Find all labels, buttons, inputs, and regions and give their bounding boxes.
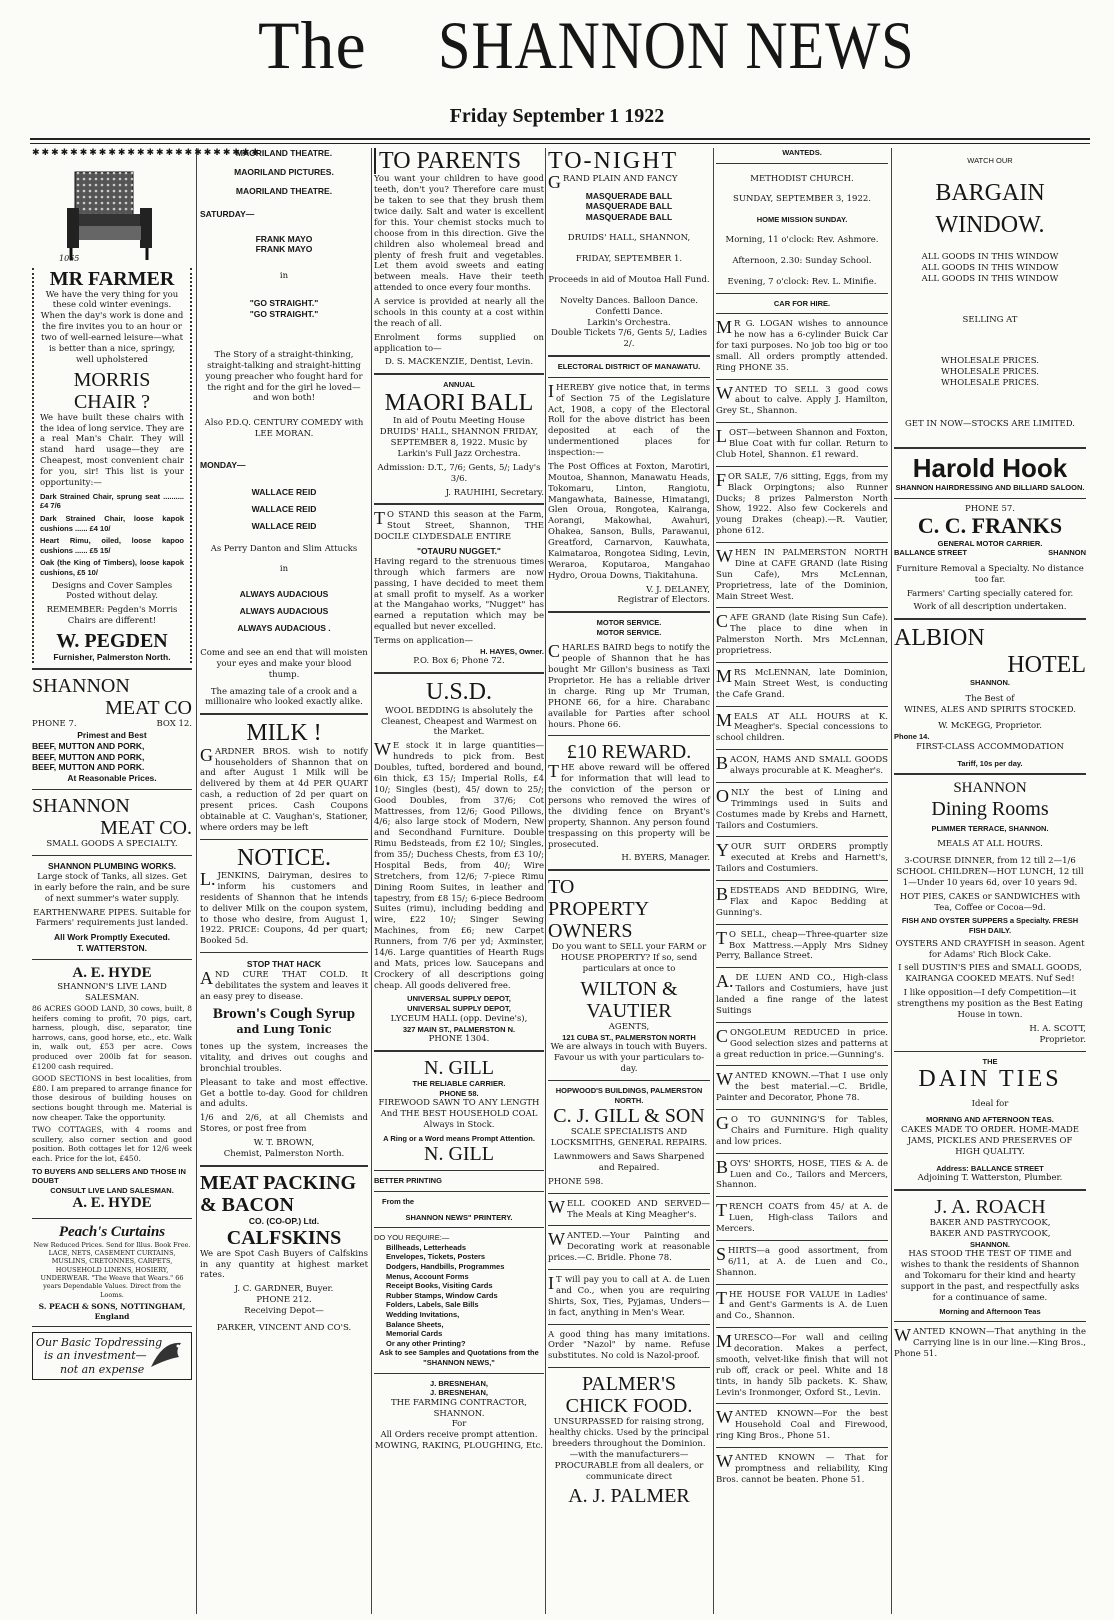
only-text: ONLY the best of Lining and Trimmings used in Suits and Costumes made by Krebs and Harnett, Tailors and Costumiers. <box>716 785 888 831</box>
chair-heading: CHAIR ? <box>73 390 151 413</box>
meat-co-line: Primest and Best <box>77 729 147 740</box>
dining-heading-2: Dining Rooms <box>931 797 1049 820</box>
electoral-list: The Post Offices at Foxton, Marotiri, Moutoa, Shannon, Manawatu Heads, Tokomaru, Linton, Rangiotu, Mangawhata, Bainesse, Himatangi, Glen Oroua, Rongotea, Kairanga, Aorangi, Makowhai, Awahuri, Ohakea, Sanson, Bulls, Parawanui, Greatford, Carnarvon, Kauwhata, Kaimataroa, Rongotea Siding, Levin, Weraroa, Koputaroa, Mangahao Hydro, Oroua Downs, Tiakitahuna. <box>548 461 710 581</box>
plumbing-heading: SHANNON PLUMBING WORKS. <box>48 861 176 872</box>
gill-carrier: THE RELIABLE CARRIER. <box>412 1079 506 1089</box>
column-rule <box>371 148 372 1614</box>
wanteds-heading: WANTEDS. <box>782 148 822 157</box>
cj-gill: C. J. GILL & SON <box>553 1105 705 1128</box>
annual-label: ANNUAL <box>443 380 475 390</box>
nazol-text: A good thing has many imitations. Order "Nazol" by name. Refuse substitutes. No cold is Nazol-proof. <box>548 1329 710 1362</box>
delaney-name: V. J. DELANEY, <box>646 584 710 595</box>
afternoon: Afternoon, 2.30: Sunday School. <box>732 255 872 266</box>
require-item: Memorial Cards <box>386 1329 443 1339</box>
ask-name: "SHANNON NEWS," <box>423 1357 495 1367</box>
masthead-the: The <box>258 7 367 83</box>
wanted-paint: WANTED.—Your Painting and Decorating work at reasonable prices.—C. Bridle. Phone 78. <box>548 1229 710 1264</box>
browns-name: W. T. BROWN, <box>253 1138 315 1149</box>
ideal-for: Ideal for <box>971 1098 1009 1109</box>
price-line: Heart Rimu, oiled, loose kapoo cushions ...... £5 15/ <box>40 536 184 555</box>
franks-sub: GENERAL MOTOR CARRIER. <box>937 538 1043 548</box>
evening: Evening, 7 o'clock: Rev. L. Minifie. <box>727 276 877 287</box>
roach-shannon: SHANNON. <box>969 1239 1010 1249</box>
hack-text: AND CURE THAT COLD. It debilitates the system and leaves it an easy prey to disease. <box>200 968 368 1002</box>
stand-text: TO STAND this season at the Farm, Stout Street, Shannon, THE DOCILE CLYDESDALE ENTIRE <box>374 508 544 543</box>
notice-heading: NOTICE. <box>237 844 331 871</box>
column-rule <box>713 148 714 1614</box>
always-audacious: ALWAYS AUDACIOUS . <box>237 623 331 633</box>
universal-depot: UNIVERSAL SUPPLY DEPOT, <box>407 994 511 1004</box>
calfskins-parker: PARKER, VINCENT AND CO'S. <box>216 1322 352 1333</box>
in-label: in <box>279 564 289 575</box>
roach-text: HAS STOOD THE TEST OF TIME and wishes to thank the residents of Shannon and Tokomaru for their kind and hearty support in the past, and respectfully asks for a continuance of same. <box>900 1249 1080 1303</box>
stand-more: Having regard to the strenuous times through which farmers are now passing, I have decided to meet them at small profit to myself. As a worker at the Mangahao works, "Nugget" has earned a reputation which may be equalled but never excelled. <box>374 556 544 633</box>
milk-text: GARDNER BROS. wish to notify householders of Shannon that on and after August 1 Milk will be delivered by them at 4d PER QUART cash, a reduction of 2d per quart on present prices. Cash Coupons obtainable at C. Vaughan's, Stationer, where orders may be left <box>200 744 368 833</box>
better-printing: BETTER PRINTING <box>374 1176 442 1186</box>
franks-removal: Furniture Removal a Specialty. No distance too far. <box>896 563 1084 585</box>
tonight-sub: GRAND PLAIN AND FANCY <box>548 172 678 193</box>
albion-heading: ALBION <box>894 625 985 652</box>
selling-at: SELLING AT <box>962 315 1018 325</box>
roach-heading: J. A. ROACH <box>934 1196 1046 1219</box>
price-line: Dark Strained Chair, sprung seat .......... £4 7/6 <box>40 491 184 511</box>
stand-terms: Terms on application— <box>374 636 473 646</box>
gill-phone: PHONE 58. <box>439 1088 479 1098</box>
column-4 <box>548 148 710 1614</box>
browns-addr: Chemist, Palmerston North. <box>223 1148 345 1159</box>
calfskins-text: We are Spot Cash Buyers of Calfskins in any quantity at highest market rates. <box>200 1248 368 1281</box>
plumbing-pipes: EARTHENWARE PIPES. Suitable for Farmers' requirements just landed. <box>33 907 191 929</box>
frank-mayo: FRANK MAYO <box>255 233 313 244</box>
masthead-rule <box>30 138 1090 140</box>
druids-hall: DRUIDS' HALL, SHANNON, <box>567 233 691 244</box>
fish: FISH AND OYSTER SUPPERS a Specialty. FRESH FISH DAILY. <box>901 916 1079 936</box>
albion-best: The Best of <box>965 693 1015 704</box>
hotel-heading: HOTEL <box>1007 651 1086 678</box>
house-text: THE HOUSE FOR VALUE in Ladies' and Gent's Garments is A. de Luen and Co., Shannon. <box>716 1287 888 1322</box>
frank-mayo: FRANK MAYO <box>255 244 313 255</box>
watch-our: WATCH OUR <box>967 156 1013 165</box>
property-text: Do you want to SELL your FARM or HOUSE PROPERTY? If so, send particulars at once to <box>551 942 707 975</box>
parents-service: A service is provided at nearly all the schools in this county at a cost within the reach of all. <box>374 297 544 329</box>
masthead-title: SHANNON NEWS <box>438 7 915 83</box>
novelty: Novelty Dances. Balloon Dance. Confetti Dance. <box>560 295 698 317</box>
require-item: Rubber Stamps, Window Cards <box>386 1290 498 1300</box>
morris-heading: MORRIS <box>73 368 151 391</box>
require-item: Dodgers, Handbills, Programmes <box>386 1261 505 1271</box>
baker: BAKER AND PASTRYCOOK, <box>929 1228 1051 1239</box>
sunday: SUNDAY, SEPTEMBER 3, 1922. <box>733 194 871 205</box>
dainties-heading: DAIN TIES <box>918 1066 1062 1093</box>
gill-ring: A Ring or a Word means Prompt Attention. <box>383 1133 535 1143</box>
designs-text: Designs and Cover Samples Posted without delay. <box>51 580 173 602</box>
deluen-text: A.DE LUEN AND CO., High-class Tailors and Costumiers, have just landed a fine range of the latest Suitings <box>716 971 888 1016</box>
bird-icon <box>147 1337 187 1373</box>
crook-text: The amazing tale of a crook and a millionaire who looked exactly alike. <box>205 686 363 708</box>
column-rule <box>196 148 197 1614</box>
meat-packing-co: CO. (CO-OP.) Ltd. <box>248 1215 320 1226</box>
franks-heading: C. C. FRANKS <box>917 513 1063 539</box>
muresco-text: MURESCO—For wall and ceiling decoration. Makes a perfect, smooth, velvet-like finish that will not rub off, crack or peel. White and 18 tints, in handy 5lb packets. K. Shaw, Levin's Ironmonger, Oxford St., Levin. <box>716 1331 888 1398</box>
bacon-text: BACON, HAMS AND SMALL GOODS always procurable at K. Meagher's. <box>716 753 888 777</box>
star-border: ✱✱✱✱✱✱✱✱✱✱✱✱✱✱✱✱✱✱✱✱✱✱✱✱ <box>32 148 261 158</box>
always-text: We are always in touch with Buyers. Favour us with your particulars to-day. <box>550 1042 708 1075</box>
phone-57: PHONE 57. <box>965 503 1015 514</box>
hyde-sections: GOOD SECTIONS in best localities, from £80. I am prepared to arrange finance for those desirous of building houses on sections bought through me. Material is now cheaper. Take the opportunity. <box>32 1074 192 1122</box>
car-hire-heading: CAR FOR HIRE. <box>773 298 831 308</box>
theatre-line: MAORILAND THEATRE. <box>235 148 333 158</box>
comedy-text: Also P.D.Q. CENTURY COMEDY with LEE MORAN. <box>204 418 364 440</box>
topdressing-advert <box>32 1332 192 1380</box>
column-5 <box>716 148 888 1614</box>
tariff: Tariff, 10s per day. <box>957 758 1023 768</box>
bargain-heading: BARGAIN <box>935 179 1045 206</box>
meat-co-2-heading-a: SHANNON <box>32 795 130 818</box>
cj-gill-text: SCALE SPECIALISTS AND LOCKSMITHS, GENERAL REPAIRS. <box>550 1127 708 1149</box>
require-item: Folders, Labels, Sale Bills <box>386 1300 479 1310</box>
hyde-consult: CONSULT LIVE LAND SALESMAN. <box>50 1185 174 1195</box>
meat-co-line: BEEF, MUTTON AND PORK, <box>32 740 145 751</box>
palmers-heading: PALMER'S <box>581 1373 676 1396</box>
usd-head-text: WOOL BEDDING is absolutely the Cleanest, Cheapest and Warmest on the Market. <box>380 705 537 738</box>
cj-phone: PHONE 598. <box>548 1176 604 1187</box>
parents-text: You want your children to have good teeth, don't you? Therefore care must be taken to see that they brush them twice daily. Salt and water is excellent for this. Your chemist stocks much to choose from in this direction. Give the children also wholemeal bread and plenty of fresh fruit and vegetables. Let them avoid sweets and eating between meals. Have their teeth attended to once every four months. <box>374 174 544 294</box>
calfskins-buyer: J. C. GARDNER, Buyer. <box>234 1284 334 1295</box>
maori-ball-text: In aid of Poutu Meeting House DRUIDS' HALL, SHANNON FRIDAY, SEPTEMBER 8, 1922. Music by Larkin's Full Jazz Orchestra. <box>379 416 539 459</box>
hyde-sub: SHANNON'S LIVE LAND SALESMAN. <box>57 982 167 1004</box>
peach-title: Peach's Curtains <box>58 1223 166 1240</box>
require-heading: DO YOU REQUIRE:— <box>374 1233 450 1243</box>
dateline: Friday September 1 1922 <box>449 105 665 127</box>
chick-food-text: UNSURPASSED for raising strong, healthy chicks. Used by the principal breeders throughout the Dominion. —with the manufacturers— PROCURABLE from all dealers, or communicate direct <box>549 1417 709 1482</box>
wholesale: WHOLESALE PRICES. <box>941 355 1039 366</box>
bresnehan: J. BRESNEHAN, <box>430 1378 488 1388</box>
franks-carting: Farmers' Carting specially catered for. <box>906 588 1074 599</box>
trench-text: TRENCH COATS from 45/ at A. de Luen, High-class Tailors and Mercers. <box>716 1200 888 1235</box>
mrs-text: MRS McLENNAN, late Dominion, Main Street West, is conducting the Cafe Grand. <box>716 665 888 700</box>
masthead-rule-thin <box>30 143 1090 144</box>
cuba-street: 121 CUBA ST., PALMERSTON NORTH <box>562 1032 696 1042</box>
peach-text: New Reduced Prices. Send for Illus. Book Free. LACE, NETS, CASEMENT CURTAINS, MUSLINS, CRETONNES, CARPETS, HOUSEHOLD LINENS, HOSIERY, UNDERWEAR. "The Weave that Wears." 66 years Dependable Values. Direct from the Looms. <box>33 1240 191 1299</box>
usd-text: WE stock it in large quantities—hundreds to pick from. Best Doubles, tufted, bordered and bound, 6in thick, £3 15/; Imperial Rolls, £4 10/; Singles (best), 45/ down to 25/; Good Doubles, from 37/6; Cot Mattresses, from 12/6; Good Pillows, 4/6; also large stock of Modern, New and Secondhand Furniture. Double Rimu Bedsteads, from £2 10/; Singles, from 35/; Duchess Chests, from £3 10/; Hospital Beds, from 40/; Wire Stretchers, from 12/6; 7-piece Rimu Dining Room Suites, in leather and tapestry, from £8 15/; 6-piece Bedroom Suites (rimu), including bedding and wire, £22 10/; Singer Sewing Machines, from £6; new Carpet Runners, from 7/6 per yd; Axminster, 14/6. Large quantities of Hearth Rugs and Mats, prices low. Saucepans and Crockery of all descriptions going cheap. All goods delivered free. <box>374 739 544 991</box>
oysters: OYSTERS AND CRAYFISH in season. Agent for Adams' Rich Block Cake. <box>895 938 1085 960</box>
lyceum-hall: LYCEUM HALL (opp. Devine's), <box>390 1013 528 1024</box>
maori-ball-heading: MAORI BALL <box>384 389 534 416</box>
browns-heading-2: and Lung Tonic <box>236 1022 332 1036</box>
meat-co-line: BEEF, MUTTON AND PORK, <box>32 751 145 762</box>
scott-name: H. A. SCOTT, <box>1029 1023 1086 1034</box>
bresnehan-orders: All Orders receive prompt attention. MOWING, RAKING, PLOUGHING, Etc. <box>374 1430 544 1452</box>
theatre-line: MAORILAND PICTURES. <box>234 166 334 177</box>
column-6 <box>894 148 1086 1614</box>
story-text: The Story of a straight-thinking, straight-talking and straight-hitting young preacher who fought hard for the right and for the girl he loved—and won both! <box>205 349 363 404</box>
larkin: Larkin's Orchestra. <box>587 317 671 328</box>
universal-depot: UNIVERSAL SUPPLY DEPOT, <box>407 1004 511 1014</box>
mr-farmer-heading: MR FARMER <box>49 267 175 290</box>
meals-text: WELL COOKED AND SERVED—The Meals at King Meagher's. <box>548 1196 710 1220</box>
require-item: Billheads, Letterheads <box>386 1242 467 1252</box>
meat-co-line: At Reasonable Prices. <box>67 773 157 784</box>
congoleum-text: CONGOLEUM REDUCED in price. Good selection sizes and patterns at a great reduction in price.—Gunning's. <box>716 1025 888 1060</box>
baird-text: CHARLES BAIRD begs to notify the people of Shannon that he has bought Mr Gillon's business as Taxi Proprietor. He has a reliable driver in charge. Ring up Mr Truman, PHONE 66, for a hire. Charabanc available for Parties after school hours. Phone 66. <box>548 641 710 730</box>
calfskins-depot: Receiving Depot— <box>244 1306 324 1317</box>
meat-co-line: BEEF, MUTTON AND PORK. <box>32 762 145 773</box>
maori-ball-secretary: J. RAUHIHI, Secretary. <box>445 487 544 498</box>
competition: I like opposition—I defy Competition—it strengthens my position as the Best Eating House in town. <box>897 988 1083 1020</box>
meat-co-phone: PHONE 7. <box>32 718 77 729</box>
hack-heading: STOP THAT HACK <box>246 959 322 970</box>
masthead <box>0 0 1114 100</box>
browns-take: Pleasant to take and most effective. Get a bottle to-day. Good for children and adults. <box>200 1077 368 1110</box>
require-item: Envelopes, Tickets, Posters <box>386 1252 486 1262</box>
maori-ball-admission: Admission: D.T., 7/6; Gents, 5/; Lady's 3/6. <box>377 462 541 484</box>
albion-wines: WINES, ALES AND SPIRITS STOCKED. <box>904 704 1076 715</box>
roach-teas: Morning and Afternoon Teas <box>939 1306 1041 1316</box>
otauru-nugget: "OTAURU NUGGET." <box>417 546 501 556</box>
reward-heading: £10 REWARD. <box>566 741 692 764</box>
wholesale: WHOLESALE PRICES. <box>941 377 1039 388</box>
byers-name: H. BYERS, Manager. <box>621 853 710 864</box>
meat-packing-heading: MEAT PACKING & BACON <box>200 1171 357 1216</box>
carrying-text: WANTED KNOWN—That anything in the Carrying line is in our line.—King Bros., Phone 51. <box>894 1325 1086 1360</box>
masquerade: MASQUERADE BALL <box>585 190 673 201</box>
lost-text: LOST—between Shannon and Foxton, Blue Coat with fur collar. Return to Club Hotel, Shannon. £1 reward. <box>716 426 888 460</box>
cows-text: WANTED TO SELL 3 good cows about to calve. Apply J. Hamilton, Grey St., Shannon. <box>716 382 888 417</box>
first-class: FIRST-CLASS ACCOMMODATION <box>916 741 1064 752</box>
usd-heading: U.S.D. <box>425 679 492 706</box>
wallace-reid: WALLACE REID <box>251 503 317 514</box>
parents-forms: Enrolment forms supplied on application to— <box>374 332 544 354</box>
hot-pies: HOT PIES, CAKES or SANDWICHES with Tea, Coffee or Cocoa—9d. <box>899 891 1081 913</box>
chick-food-heading: CHICK FOOD. <box>565 1395 693 1418</box>
firewood-text: WANTED KNOWN—For the best Household Coal and Firewood, ring King Bros., Phone 51. <box>716 1407 888 1442</box>
plimmer: PLIMMER TERRACE, SHANNON. <box>931 823 1049 833</box>
meat-co-2-sub: SMALL GOODS A SPECIALTY. <box>46 839 178 850</box>
methodist: METHODIST CHURCH. <box>750 173 854 184</box>
harold-sub: SHANNON HAIRDRESSING AND BILLIARD SALOON. <box>895 482 1085 492</box>
remember-text: REMEMBER: Pegden's Morris Chairs are different! <box>46 605 178 627</box>
hyde-acres: 86 ACRES GOOD LAND, 30 cows, built, 8 heifers coming to profit, 70 pigs, cart, harness, plough, disc, separator, tine harrows, cans, good horse, etc., etc. Walk in, walk out, £53 per acre. Cows produced over 200lb fat for season. £1200 cash required. <box>32 1004 192 1071</box>
hyde-cottages: TWO COTTAGES, with 4 rooms and scullery, also corner section and good position. Both cottages let for 12/6 week each. Price for the lot, £450. <box>32 1125 192 1163</box>
cafe-text: CAFE GRAND (late Rising Sun Cafe). The place to dine when in Palmerston North. Mrs McLennan, proprietress. <box>716 611 888 657</box>
plumbing-executed: All Work Promptly Executed. <box>53 932 171 943</box>
require-item: Or any other Printing? <box>386 1338 466 1348</box>
all-goods: ALL GOODS IN THIS WINDOW <box>921 274 1059 285</box>
double-tickets: Double Tickets 7/6, Gents 5/, Ladies 2/. <box>551 328 707 350</box>
hyde-buyers: TO BUYERS AND SELLERS AND THOSE IN DOUBT <box>32 1166 186 1186</box>
wanted-known-text: WANTED KNOWN.—That I use only the best material.—C. Bridle, Painter and Decorator, Phone 78. <box>716 1069 888 1104</box>
plumbing-name: T. WATTERSTON. <box>76 943 148 954</box>
topdressing-line-2: is an investment— <box>44 1349 147 1363</box>
cakes: CAKES MADE TO ORDER. HOME-MADE JAMS, PICKLES AND PRESERVES OF HIGH QUALITY. <box>901 1124 1079 1157</box>
all-goods: ALL GOODS IN THIS WINDOW <box>921 252 1059 263</box>
motor-service: MOTOR SERVICE. <box>596 618 662 628</box>
require-list <box>374 1243 544 1349</box>
to-property-heading: TO <box>548 876 575 899</box>
masquerade: MASQUERADE BALL <box>585 212 673 223</box>
proprietor: Proprietor. <box>1039 1034 1086 1045</box>
milk-heading: MILK ! <box>246 720 322 747</box>
saturday-label: SATURDAY— <box>200 208 255 219</box>
address: Address: BALLANCE STREET <box>936 1163 1044 1173</box>
mission: HOME MISSION SUNDAY. <box>756 215 848 225</box>
teas: MORNING AND AFTERNOON TEAS. <box>926 1115 1054 1125</box>
wallace-reid: WALLACE REID <box>251 486 317 497</box>
tonight-heading: TO-NIGHT <box>548 148 679 174</box>
topdressing-line-3: not an expense <box>60 1362 145 1376</box>
franks-town: SHANNON <box>1048 548 1086 558</box>
topdressing-line-1: Our Basic Topdressing <box>36 1336 163 1350</box>
gill-text: FIREWOOD SAWN TO ANY LENGTH And THE BEST HOUSEHOLD COAL Always in Stock. <box>378 1098 540 1130</box>
all-goods: ALL GOODS IN THIS WINDOW <box>921 263 1059 274</box>
mckegg: W. McKEGG, Proprietor. <box>938 721 1042 732</box>
phone-14: Phone 14. <box>894 732 930 742</box>
price-line: Oak (the King of Timbers), loose kapok cushions, £5 10/ <box>40 558 184 577</box>
pegden-sub: Furnisher, Palmerston North. <box>53 652 171 663</box>
logan-text: MR G. LOGAN wishes to announce he now has a 6-cylinder Buick Car for taxi purposes. No job too big or too small. All orders promptly attended. Ring PHONE 35. <box>716 317 888 373</box>
pay-text: IT will pay you to call at A. de Luen and Co., when you are requiring Shirts, Sox, Ties, Pyjamas, Unders—in fact, anything in Men's Wear. <box>548 1273 710 1318</box>
delaney-sub: Registrar of Electors. <box>617 595 710 606</box>
require-item: Menus, Account Forms <box>386 1271 469 1281</box>
monday-label: MONDAY— <box>200 460 246 470</box>
sale-text: FOR SALE, 7/6 sitting, Eggs, from my Black Orpingtons; also Runner Ducks; 8 prizes Palmerston North Show, 1922. Also few Cockerels and young Drakes (cheap).—R. Vautier, phone 612. <box>716 469 888 537</box>
go-text: GO TO GUNNING'S for Tables, Chairs and Furniture. High quality and low prices. <box>716 1113 888 1147</box>
gill-heading-2: N. GILL <box>424 1143 494 1166</box>
window-heading: WINDOW. <box>935 211 1045 238</box>
column-rule <box>891 148 892 1614</box>
theatre-line: MAORILAND THEATRE. <box>235 185 333 196</box>
bresnehan-for: For <box>451 1419 467 1430</box>
shannon-news-printery: SHANNON NEWS" PRINTERY. <box>405 1212 513 1222</box>
browns-heading: Brown's Cough Syrup <box>212 1005 356 1022</box>
meals-all-hours: MEALS AT ALL HOURS. <box>937 839 1043 850</box>
dining-heading-1: SHANNON <box>953 780 1027 797</box>
property-heading: PROPERTY <box>548 898 650 921</box>
price-line: Dark Strained Chair, loose kapok cushions ...... £4 10/ <box>40 513 184 533</box>
electoral-text: IHEREBY give notice that, in terms of Section 75 of the Legislature Act, 1908, a copy of the Electoral Roll for the above district has been deposited at each of the undermentioned places for inspection:— <box>548 380 710 459</box>
morning: Morning, 11 o'clock: Rev. Ashmore. <box>725 234 879 245</box>
bresnehan: J. BRESNEHAN, <box>430 1388 488 1398</box>
go-straight: "GO STRAIGHT." <box>249 309 319 319</box>
require-item: Wedding Invitations, <box>386 1309 460 1319</box>
lyceum-phone: PHONE 1304. <box>428 1034 490 1045</box>
calfskins-phone: PHONE 212. <box>256 1295 312 1306</box>
lawnmowers: Lawnmowers and Saws Sharpened and Repaired. <box>553 1152 705 1173</box>
ask-text: Ask to see Samples and Quotations from the <box>379 1348 539 1358</box>
promptness-text: WANTED KNOWN — That for promptness and reliability, King Bros. cannot be beaten. Phone 51. <box>716 1451 888 1485</box>
owners-heading: OWNERS <box>548 920 633 943</box>
masquerade: MASQUERADE BALL <box>585 201 673 212</box>
bedsteads-text: BEDSTEADS AND BEDDING, Wire, Flax and Kapoc Bedding at Gunning's. <box>716 884 888 918</box>
wholesale: WHOLESALE PRICES. <box>941 366 1039 377</box>
hyde-heading-2: A. E. HYDE <box>72 1195 152 1212</box>
get-in-now: GET IN NOW—STOCKS ARE LIMITED. <box>905 418 1075 429</box>
go-straight: "GO STRAIGHT." <box>249 298 319 309</box>
notice-text: L.JENKINS, Dairyman, desires to inform his customers and residents of Shannon that he intends to deliver Milk on the coupon system, to those who desire, from August 1, 1922. PRICE: Coupons, 4d per quart; Booked 5d. <box>200 869 368 947</box>
pegden-advert <box>32 268 192 663</box>
when-text: WHEN IN PALMERSTON NORTH Dine at CAFE GRAND (late Rising Sun Cafe), Mrs McLennan, Proprietress, late of the Dominion, Main Street West. <box>716 546 888 602</box>
mr-farmer-text: We have the very thing for you these cold winter evenings. When the day's work is done and the fire invites you to an hour or two of well-earned leisure—what is better than a nice, springy, well upholstered <box>40 289 184 365</box>
lyceum-addr: 327 MAIN ST., PALMERSTON N. <box>402 1024 516 1034</box>
hyde-heading: A. E. HYDE <box>72 965 152 982</box>
require-item: Receipt Books, Visiting Cards <box>386 1281 493 1291</box>
the-label: THE <box>982 1056 998 1066</box>
shirts-text: SHIRTS—a good assortment, from 6/11, at A. de Luen and Co., Shannon. <box>716 1243 888 1278</box>
always-audacious: ALWAYS AUDACIOUS <box>239 589 329 600</box>
meat-co-2-heading-b: MEAT CO. <box>100 817 192 840</box>
always-audacious: ALWAYS AUDACIOUS <box>239 606 329 617</box>
aj-palmer: A. J. PALMER <box>568 1485 690 1508</box>
electoral-heading: ELECTORAL DISTRICT OF MANAWATU. <box>557 362 701 372</box>
hayes-box: P.O. Box 6; Phone 72. <box>413 656 505 667</box>
sell-mattress-text: TO SELL, cheap—Three-quarter size Box Mattress.—Apply Mrs Sidney Perry, Ballance Street. <box>716 927 888 962</box>
hayes-name: H. HAYES, Owner. <box>480 646 544 656</box>
franks-street: BALLANCE STREET <box>894 548 967 558</box>
hopwood: HOPWOOD'S BUILDINGS, PALMERSTON NORTH. <box>555 1086 703 1105</box>
friday-label: FRIDAY, SEPTEMBER 1. <box>575 254 683 265</box>
perry-text: As Perry Danton and Slim Attucks <box>210 543 358 554</box>
gill-heading: N. GILL <box>424 1057 494 1080</box>
morris-chair-illustration <box>57 164 167 264</box>
meat-co-heading-a: SHANNON <box>32 674 130 697</box>
your-text: YOUR SUIT ORDERS promptly executed at Krebs and Harnett's, Tailors and Costumiers. <box>716 840 888 875</box>
harold-hook: Harold Hook <box>912 453 1068 484</box>
peach-firm: S. PEACH & SONS, NOTTINGHAM, England <box>38 1301 186 1321</box>
adjoining: Adjoining T. Watterston, Plumber. <box>917 1173 1063 1184</box>
chair-text: We have built these chairs with the idea of long service. They are a real Man's Chair. They will stand hard usage—they are Cheapest, most convenient chair for you, sir! This list is your opportunity:— <box>40 412 185 488</box>
in-label: in <box>279 271 289 282</box>
agents-label: AGENTS, <box>608 1021 650 1032</box>
wilton-vautier: WILTON & VAUTIER <box>580 977 678 1022</box>
reward-text: THE above reward will be offered for information that will lead to the conviction of the person or persons who removed the wires of the dividing fence on Bryant's property, Shannon. Any person found trespassing on this property will be prosecuted. <box>548 761 710 850</box>
meals-k-text: MEALS AT ALL HOURS at K. Meagher's. Special concessions to school children. <box>716 709 888 744</box>
boys-text: BOYS' SHORTS, HOSE, TIES & A. de Luen and Co., Tailors and Mercers, Shannon. <box>716 1156 888 1191</box>
albion-shannon: SHANNON. <box>969 678 1010 688</box>
wallace-reid: WALLACE REID <box>251 520 317 531</box>
parents-heading: TO PARENTS <box>374 148 544 174</box>
dining-text: 3-COURSE DINNER, from 12 till 2—1/6 SCHOOL CHILDREN—HOT LUNCH, 12 till 1—Under 10 years 6d, over 10 years 9d. <box>896 856 1084 888</box>
browns-price: 1/6 and 2/6, at all Chemists and Stores, or post free from <box>200 1113 368 1135</box>
bresnehan-sub: THE FARMING CONTRACTOR, SHANNON. <box>390 1397 528 1419</box>
column-rule <box>545 148 546 1614</box>
pegden-name: W. PEGDEN <box>56 630 168 653</box>
column-2 <box>200 148 368 1614</box>
browns-text: tones up the system, increases the vitality, and drives out coughs and bronchial troubles. <box>200 1042 368 1074</box>
motor-service: MOTOR SERVICE. <box>596 627 662 637</box>
from-the: From the <box>382 1197 415 1207</box>
require-item: Balance Sheets, <box>386 1319 444 1329</box>
proceeds: Proceeds in aid of Moutoa Hall Fund. <box>548 274 710 285</box>
plumbing-text: Large stock of Tanks, all sizes. Get in early before the rain, and be sure of next summer's water supply. <box>34 871 190 904</box>
baker: BAKER AND PASTRYCOOK, <box>929 1218 1051 1229</box>
meat-co-heading-b: MEAT CO <box>105 696 192 719</box>
franks-work: Work of all description undertaken. <box>913 602 1067 613</box>
chair-number: 1065 <box>59 253 80 263</box>
come-text: Come and see an end that will moisten your eyes and make your blood thump. <box>200 647 368 680</box>
meat-co-box: BOX 12. <box>156 718 192 729</box>
dentist-name: D. S. MACKENZIE, Dentist, Levin. <box>384 357 534 368</box>
column-3 <box>374 148 544 1614</box>
calfskins-heading: CALFSKINS <box>226 1226 342 1249</box>
sell-dustins: I sell DUSTIN'S PIES and SMALL GOODS, KAIRANGA COOKED MEATS. Nuf Sed! <box>898 963 1082 985</box>
